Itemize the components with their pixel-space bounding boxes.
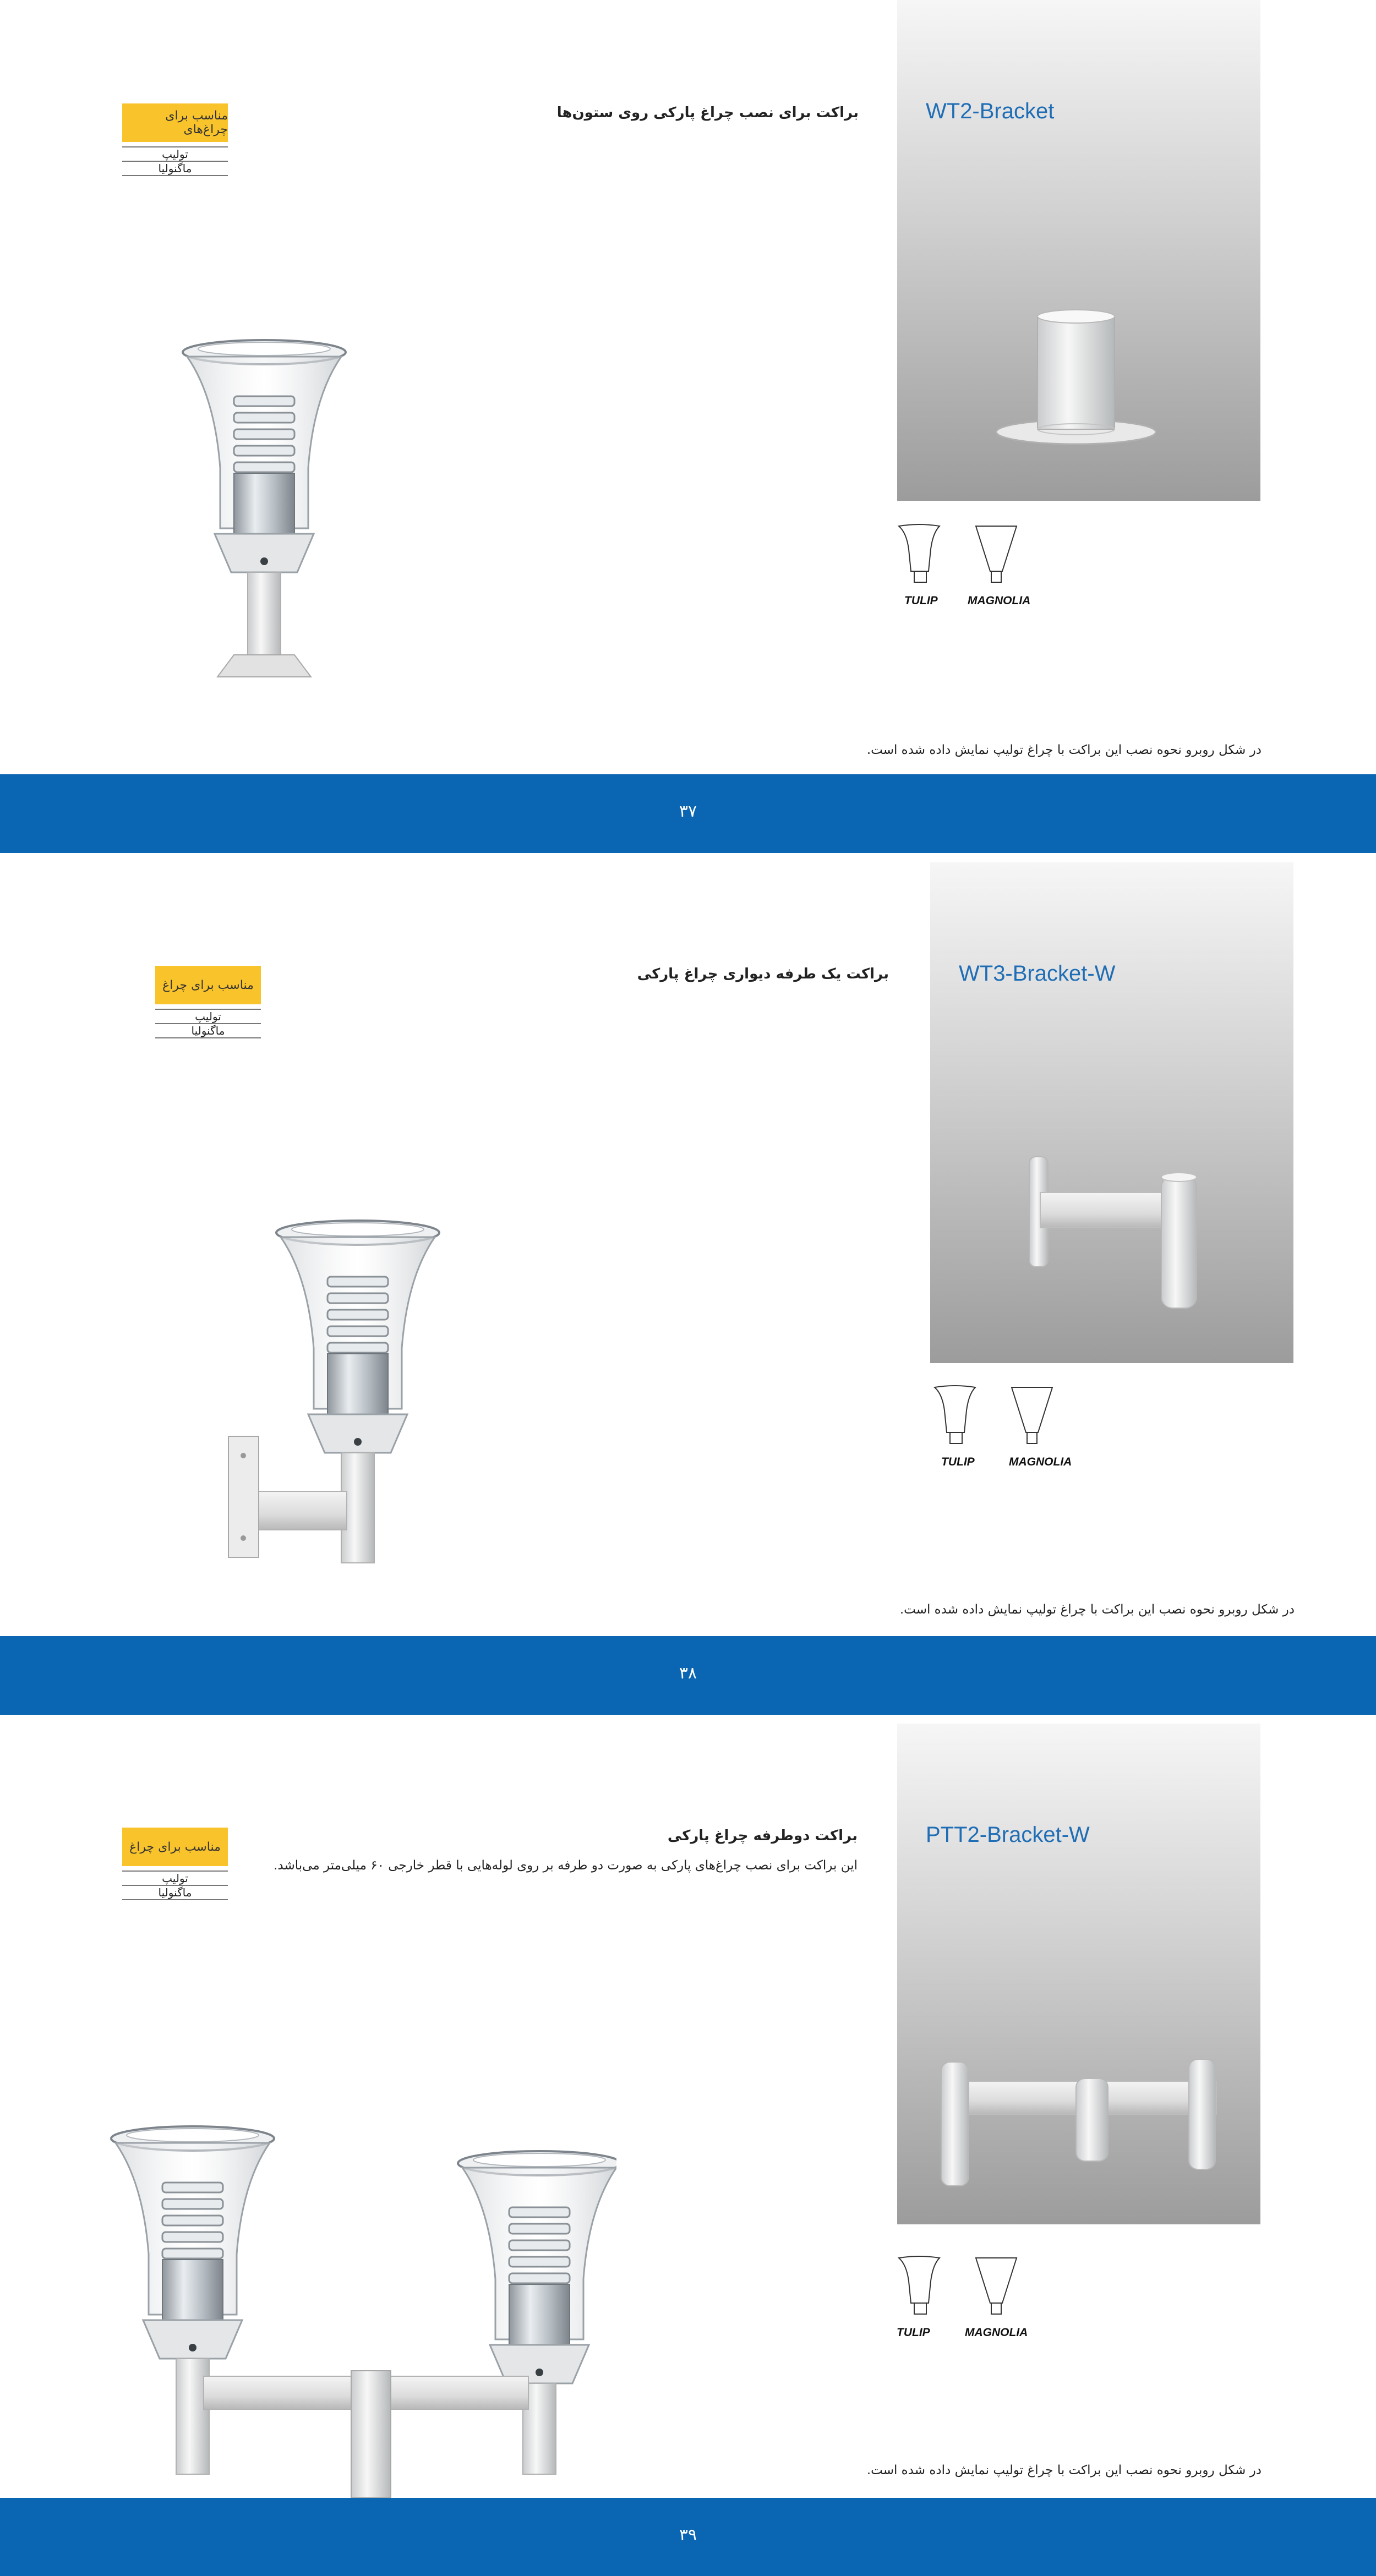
page-number: ۳۹ bbox=[679, 2525, 697, 2545]
suitable-item: ماگنولیا bbox=[122, 1886, 228, 1900]
bracket-image bbox=[930, 862, 1293, 1363]
magnolia-icon bbox=[976, 526, 1017, 582]
magnolia-label: MAGNOLIA bbox=[1009, 1456, 1072, 1468]
tulip-icon bbox=[899, 2256, 940, 2314]
compatible-lamp-types bbox=[930, 1383, 1073, 1482]
tulip-label: TULIP bbox=[904, 594, 938, 607]
suitable-for-box bbox=[155, 966, 261, 1038]
page-number: ۳۸ bbox=[679, 1664, 697, 1683]
magnolia-icon bbox=[976, 2258, 1017, 2314]
bracket-image bbox=[897, 0, 1260, 501]
magnolia-label: MAGNOLIA bbox=[968, 594, 1031, 607]
product-code: WT2-Bracket bbox=[926, 99, 1055, 123]
page-number-band bbox=[0, 1636, 1376, 1715]
suitable-badge: مناسب برای چراغ bbox=[155, 966, 261, 1004]
compatible-lamp-types bbox=[894, 522, 1038, 621]
suitable-badge: مناسب برای چراغ bbox=[122, 1828, 228, 1866]
tulip-label: TULIP bbox=[897, 2326, 930, 2339]
tulip-label: TULIP bbox=[941, 1456, 975, 1468]
page-number-band bbox=[0, 2498, 1376, 2576]
suitable-for-box bbox=[122, 1828, 228, 1900]
catalog-page-38 bbox=[0, 853, 1376, 1636]
page-number-band bbox=[0, 774, 1376, 853]
magnolia-label: MAGNOLIA bbox=[965, 2326, 1028, 2339]
product-panel bbox=[897, 1724, 1260, 2224]
bracket-image bbox=[897, 1724, 1260, 2224]
page-number: ۳۷ bbox=[679, 802, 697, 821]
product-panel bbox=[897, 0, 1260, 501]
magnolia-icon bbox=[1012, 1387, 1052, 1443]
suitable-item: تولیپ bbox=[122, 147, 228, 162]
installation-image bbox=[182, 330, 358, 685]
page-heading: براکت یک طرفه دیواری چراغ پارکی bbox=[637, 966, 889, 982]
catalog-page-37 bbox=[0, 0, 1376, 774]
product-code: WT3-Bracket-W bbox=[959, 961, 1116, 986]
suitable-item: تولیپ bbox=[122, 1872, 228, 1886]
tulip-icon bbox=[935, 1386, 975, 1443]
suitable-for-box bbox=[122, 103, 228, 176]
suitable-badge: مناسب برای چراغ‌های bbox=[122, 103, 228, 142]
suitable-item: ماگنولیا bbox=[155, 1024, 261, 1038]
catalog-page-39 bbox=[0, 1715, 1376, 2498]
product-panel bbox=[930, 862, 1293, 1363]
page-heading: براکت برای نصب چراغ پارکی روی ستون‌ها bbox=[556, 105, 859, 121]
page-heading: براکت دوطرفه چراغ پارکی bbox=[667, 1828, 858, 1844]
product-code: PTT2-Bracket-W bbox=[926, 1823, 1090, 1847]
installation-note: در شکل روبرو نحوه نصب این براکت با چراغ تولیپ نمایش داده شده است. bbox=[899, 1603, 1295, 1617]
installation-image bbox=[110, 2116, 616, 2498]
installation-image bbox=[226, 1211, 479, 1576]
compatible-lamp-types bbox=[894, 2254, 1038, 2353]
installation-note: در شکل روبرو نحوه نصب این براکت با چراغ تولیپ نمایش داده شده است. bbox=[866, 743, 1262, 757]
page-description: این براکت برای نصب چراغ‌های پارکی به صورت دو طرفه بر روی لوله‌هایی با قطر خارجی ۶۰ میلی‌متر می‌باشد. bbox=[274, 1858, 858, 1873]
tulip-icon bbox=[899, 524, 940, 582]
suitable-item: تولیپ bbox=[155, 1010, 261, 1024]
installation-note: در شکل روبرو نحوه نصب این براکت با چراغ تولیپ نمایش داده شده است. bbox=[866, 2463, 1262, 2477]
suitable-item: ماگنولیا bbox=[122, 162, 228, 176]
